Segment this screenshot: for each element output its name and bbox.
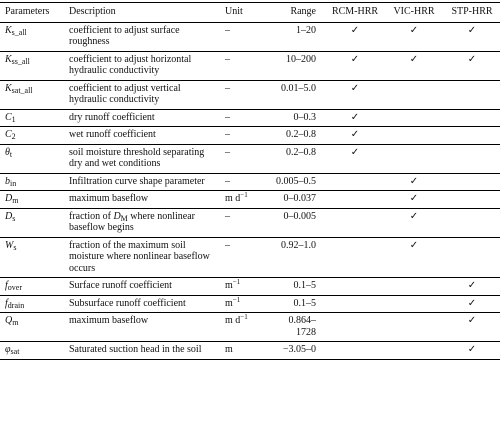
parameter-symbol: $C_1$ [5, 111, 16, 124]
stp-hrr-check: ✓ [467, 315, 477, 326]
parameter-unit: – [225, 146, 230, 158]
vic-hrr-check [384, 127, 442, 145]
parameter-symbol: $f_{drain}$ [5, 297, 25, 310]
parameter-range: 0.92–1.0 [281, 239, 316, 251]
header-unit: Unit [220, 3, 264, 23]
parameter-range: 10–200 [286, 53, 316, 65]
parameter-range: 0.1–5 [293, 297, 316, 309]
rcm-hrr-check [324, 173, 384, 191]
header-parameters: Parameters [0, 3, 64, 23]
parameter-unit: – [225, 53, 230, 65]
stp-hrr-check [442, 144, 500, 173]
parameter-description: coefficient to adjust vertical hydraulic conductivity [69, 82, 181, 105]
stp-hrr-check: ✓ [467, 297, 477, 309]
rcm-hrr-check: ✓ [350, 129, 360, 140]
table-row [0, 173, 500, 191]
rcm-hrr-check [324, 191, 384, 209]
parameter-description: Infiltration curve shape parameter [69, 175, 205, 187]
parameter-range: 0.2–0.8 [286, 129, 316, 140]
parameter-description: wet runoff coefficient [69, 129, 156, 140]
header-rcm-hrr: RCM-HRR [324, 3, 384, 23]
header-range: Range [264, 3, 324, 23]
parameter-symbol: $C_2$ [5, 129, 16, 141]
parameter-range: −3.05–0 [282, 344, 316, 355]
header-stp-hrr: STP-HRR [442, 3, 500, 23]
vic-hrr-check [384, 80, 442, 109]
rcm-hrr-check [324, 313, 384, 342]
parameter-unit: – [225, 175, 230, 187]
stp-hrr-check: ✓ [467, 280, 477, 291]
vic-hrr-check: ✓ [409, 24, 419, 36]
parameter-unit: $m^{-1}$ [225, 295, 241, 309]
parameter-symbol: $D_s$ [5, 210, 16, 223]
table-row [0, 22, 500, 51]
rcm-hrr-check [324, 342, 384, 360]
parameter-description: maximum baseflow [69, 193, 149, 204]
parameter-symbol: $K_{sat\_all}$ [5, 82, 33, 95]
table-header-row [0, 3, 500, 23]
parameter-unit: – [225, 210, 230, 222]
stp-hrr-check [442, 208, 500, 237]
parameter-table [0, 2, 500, 360]
stp-hrr-check [442, 237, 500, 278]
parameter-unit: – [225, 239, 230, 251]
parameter-description: Saturated suction head in the soil [69, 344, 202, 355]
parameter-description: fraction of $D_M$ where nonlinear baseflow begins [69, 210, 195, 233]
parameter-description: dry runoff coefficient [69, 111, 155, 123]
parameter-range: 0.01–5.0 [281, 82, 316, 94]
parameter-symbol: $\varphi_{sat}$ [5, 344, 20, 356]
parameter-description: coefficient to adjust surface roughness [69, 24, 180, 47]
rcm-hrr-check: ✓ [350, 146, 360, 158]
vic-hrr-check [384, 313, 442, 342]
parameter-range: 0–0.3 [293, 111, 316, 123]
table-row [0, 144, 500, 173]
parameter-range: 0.005–0.5 [276, 175, 316, 187]
table-row [0, 127, 500, 145]
stp-hrr-check [442, 80, 500, 109]
table-row [0, 109, 500, 127]
table-row [0, 237, 500, 278]
stp-hrr-check: ✓ [467, 24, 477, 36]
parameter-unit: m $d^{-1}$ [225, 313, 248, 326]
parameter-range: 1–20 [296, 24, 316, 36]
parameter-range: 0–0.005 [283, 210, 316, 222]
table-row [0, 208, 500, 237]
header-description: Description [64, 3, 220, 23]
table-row [0, 313, 500, 342]
parameter-symbol: $f_{over}$ [5, 280, 22, 292]
vic-hrr-check [384, 144, 442, 173]
parameter-description: fraction of the maximum soil moisture where nonlinear baseflow occurs [69, 239, 210, 274]
vic-hrr-check: ✓ [409, 239, 419, 251]
vic-hrr-check: ✓ [409, 193, 419, 204]
stp-hrr-check: ✓ [467, 344, 477, 355]
parameter-description: Surface runoff coefficient [69, 280, 172, 291]
parameter-unit: – [225, 82, 230, 94]
parameter-description: coefficient to adjust horizontal hydraulic conductivity [69, 53, 192, 76]
parameter-symbol: $W_s$ [5, 239, 17, 252]
parameter-symbol: $Q_m$ [5, 315, 19, 327]
vic-hrr-check: ✓ [409, 210, 419, 222]
vic-hrr-check [384, 109, 442, 127]
parameter-range: 0.2–0.8 [286, 146, 316, 158]
parameter-symbol: $K_{s\_all}$ [5, 24, 27, 37]
table-row [0, 51, 500, 80]
table-row [0, 278, 500, 296]
parameter-unit: – [225, 111, 230, 123]
parameter-range: 0–0.037 [283, 193, 316, 204]
vic-hrr-check: ✓ [409, 53, 419, 65]
rcm-hrr-check [324, 278, 384, 296]
stp-hrr-check [442, 127, 500, 145]
vic-hrr-check [384, 278, 442, 296]
parameter-unit: – [225, 24, 230, 36]
table-row [0, 295, 500, 313]
parameter-symbol: $b_{in}$ [5, 175, 17, 188]
rcm-hrr-check [324, 295, 384, 313]
parameter-description: soil moisture threshold separating dry and wet conditions [69, 146, 205, 169]
rcm-hrr-check: ✓ [350, 24, 360, 36]
parameter-unit: – [225, 129, 230, 140]
parameter-unit: m $d^{-1}$ [225, 191, 248, 204]
stp-hrr-check [442, 109, 500, 127]
vic-hrr-check [384, 295, 442, 313]
parameter-description: Subsurface runoff coefficient [69, 297, 186, 309]
vic-hrr-check [384, 342, 442, 360]
rcm-hrr-check: ✓ [350, 82, 360, 94]
table-row [0, 80, 500, 109]
parameter-range: 0.1–5 [293, 280, 316, 291]
parameter-symbol: $\theta_t$ [5, 146, 13, 159]
rcm-hrr-check: ✓ [350, 53, 360, 65]
parameter-description: maximum baseflow [69, 315, 149, 326]
header-vic-hrr: VIC-HRR [384, 3, 442, 23]
stp-hrr-check [442, 191, 500, 209]
parameter-symbol: $D_m$ [5, 193, 19, 205]
table-row [0, 191, 500, 209]
stp-hrr-check: ✓ [467, 53, 477, 65]
parameter-unit: $m^{-1}$ [225, 278, 241, 291]
rcm-hrr-check [324, 237, 384, 278]
parameter-symbol: $K_{ss\_all}$ [5, 53, 30, 66]
table-row [0, 342, 500, 360]
parameter-range: 0.864–1728 [288, 315, 316, 338]
rcm-hrr-check: ✓ [350, 111, 360, 123]
vic-hrr-check: ✓ [409, 175, 419, 187]
parameter-unit: m [225, 344, 233, 355]
stp-hrr-check [442, 173, 500, 191]
rcm-hrr-check [324, 208, 384, 237]
